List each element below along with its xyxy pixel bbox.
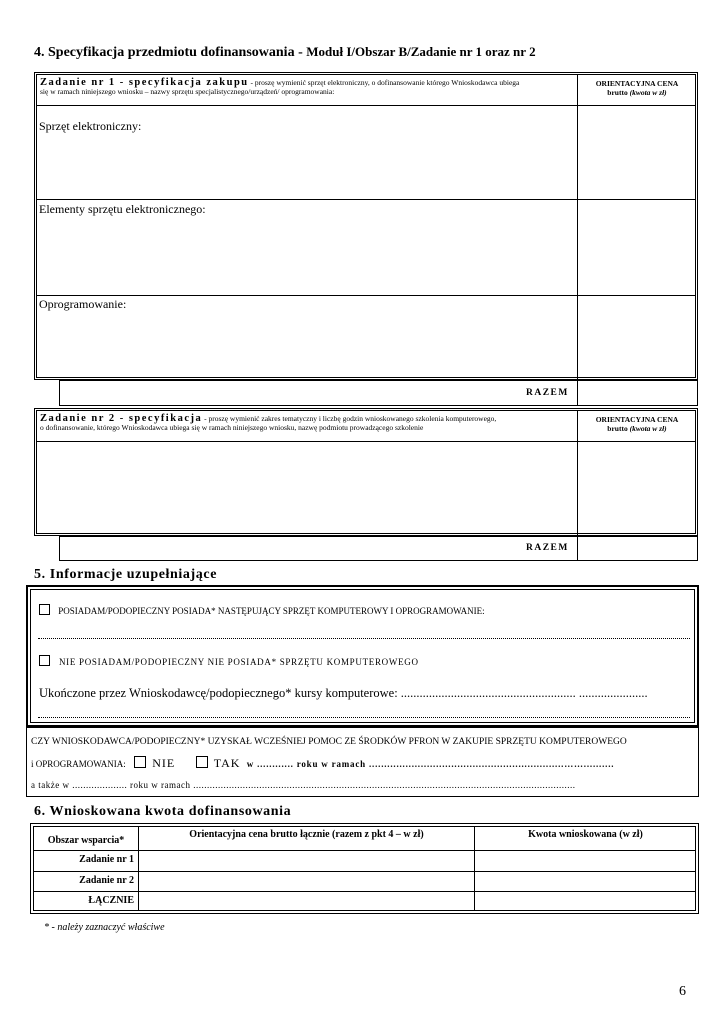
page-number: 6 <box>679 984 686 999</box>
funding-col-requested: Kwota wnioskowana (w zł) <box>528 829 643 840</box>
task2-header-title: Zadanie nr 2 - specyfikacja <box>40 413 203 424</box>
funding-total-price-cell[interactable] <box>139 892 473 910</box>
funding-task1-requested-cell[interactable] <box>475 851 695 870</box>
task1-row1-price[interactable] <box>578 106 695 198</box>
funding-task1-price-cell[interactable] <box>139 851 473 870</box>
funding-total-requested-cell[interactable] <box>475 892 695 910</box>
pfron-yes-checkbox[interactable] <box>196 756 208 768</box>
pfron-question: CZY WNIOSKODAWCA/PODOPIECZNY* UZYSKAŁ WCZEŚNIEJ POMOC ZE ŚRODKÓW PFRON W ZAKUPIE SPRZĘTU KOMPUTEROWEGO <box>31 737 627 747</box>
footnote: * - należy zaznaczyć właściwe <box>44 922 165 933</box>
funding-row-task2: Zadanie nr 2 <box>79 875 134 886</box>
section5-option-has-equipment[interactable] <box>39 604 485 616</box>
task1-header-desc2: się w ramach niniejszego wniosku – nazwy sprzętu specjalistycznego/urządzeń/ oprogramowania: <box>40 87 335 96</box>
has-equipment-label: POSIADAM/PODOPIECZNY POSIADA* NASTĘPUJĄCY SPRZĘT KOMPUTEROWY I OPROGRAMOWANIE: <box>58 606 485 616</box>
no-equipment-label: NIE POSIADAM/PODOPIECZNY NIE POSIADA* SPRZĘTU KOMPUTEROWEGO <box>58 657 419 667</box>
funding-row-total: ŁĄCZNIE <box>88 895 134 906</box>
funding-col-area: Obszar wsparcia* <box>47 835 125 846</box>
section4-title-module: Moduł I/Obszar B/Zadanie nr 1 oraz nr 2 <box>306 44 536 59</box>
task2-price-input[interactable] <box>578 442 695 533</box>
funding-col-price: Orientacyjna cena brutto łącznie (razem z pkt 4 – w zł) <box>189 829 424 840</box>
task1-price-header-unit: (kwota w zł) <box>629 88 667 97</box>
courses-line[interactable]: Ukończone przez Wnioskodawcę/podopiecznego* kursy komputerowe: ........................................................ ...................... <box>39 686 648 700</box>
task1-price-header-line1: ORIENTACYJNA CENA <box>595 79 679 88</box>
equipment-list-line[interactable] <box>38 638 690 639</box>
pfron-yes-label: TAK <box>213 756 241 770</box>
task1-total-label: RAZEM <box>526 388 569 398</box>
task1-row3-input[interactable] <box>38 296 576 377</box>
task1-total-value[interactable] <box>578 381 697 405</box>
task2-price-header-unit: (kwota w zł) <box>629 424 667 433</box>
pfron-year-program-line[interactable]: w ............ roku w ramach ................................................................…….......... <box>246 759 615 769</box>
task1-header-title: Zadanie nr 1 - specyfikacja zakupu <box>40 77 249 88</box>
task1-header-desc1: - proszę wymienić sprzęt elektroniczny, o dofinansowanie którego Wnioskodawca ubiega <box>248 78 520 87</box>
task2-total-value[interactable] <box>578 537 697 560</box>
task2-total-label: RAZEM <box>526 543 569 553</box>
task1-row2-price[interactable] <box>578 200 695 294</box>
section4-title-main: 4. Specyfikacja przedmiotu dofinansowania - <box>34 45 307 60</box>
task2-price-header <box>578 415 696 433</box>
no-equipment-checkbox[interactable] <box>39 655 50 666</box>
section5-option-no-equipment[interactable] <box>39 655 419 667</box>
task1-price-header <box>578 79 696 97</box>
task2-header-desc2: o dofinansowanie, którego Wnioskodawca ubiega się w ramach niniejszego wniosku, nazwę podmiotu prowadzącego szkolenie <box>40 423 424 432</box>
task2-header-desc1: - proszę wymienić zakres tematyczny i liczbę godzin wnioskowanego szkolenia komputerowego, <box>202 414 497 423</box>
pfron-additional-line[interactable]: a także w .................... roku w ramach ........................................................................................................................................... <box>31 780 576 790</box>
task1-row3-price[interactable] <box>578 296 695 377</box>
has-equipment-checkbox[interactable] <box>39 604 50 615</box>
section4-title <box>34 44 536 61</box>
task2-price-header-brutto: brutto <box>607 424 630 433</box>
pfron-no-label: NIE <box>152 756 176 770</box>
pfron-answer-line <box>31 756 614 771</box>
courses-continuation-line[interactable] <box>38 717 690 718</box>
funding-task2-price-cell[interactable] <box>139 872 473 890</box>
task2-header <box>40 414 575 432</box>
task1-row3-label: Oprogramowanie: <box>39 297 127 311</box>
task1-price-header-brutto: brutto <box>607 88 630 97</box>
pfron-software-label: i OPROGRAMOWANIA: <box>31 759 126 769</box>
pfron-no-checkbox[interactable] <box>134 756 146 768</box>
section6-title: 6. Wnioskowana kwota dofinansowania <box>34 804 292 819</box>
task1-header <box>40 78 575 96</box>
task1-row1-label: Sprzęt elektroniczny: <box>39 119 142 133</box>
task1-row2-input[interactable] <box>38 200 576 294</box>
task1-row2-label: Elementy sprzętu elektronicznego: <box>39 202 206 216</box>
funding-task2-requested-cell[interactable] <box>475 872 695 890</box>
task1-row1-input[interactable] <box>38 106 576 198</box>
task2-price-header-line1: ORIENTACYJNA CENA <box>595 415 679 424</box>
funding-row-task1: Zadanie nr 1 <box>79 854 134 865</box>
section5-title: 5. Informacje uzupełniające <box>34 567 218 582</box>
task2-description-input[interactable] <box>38 442 576 533</box>
